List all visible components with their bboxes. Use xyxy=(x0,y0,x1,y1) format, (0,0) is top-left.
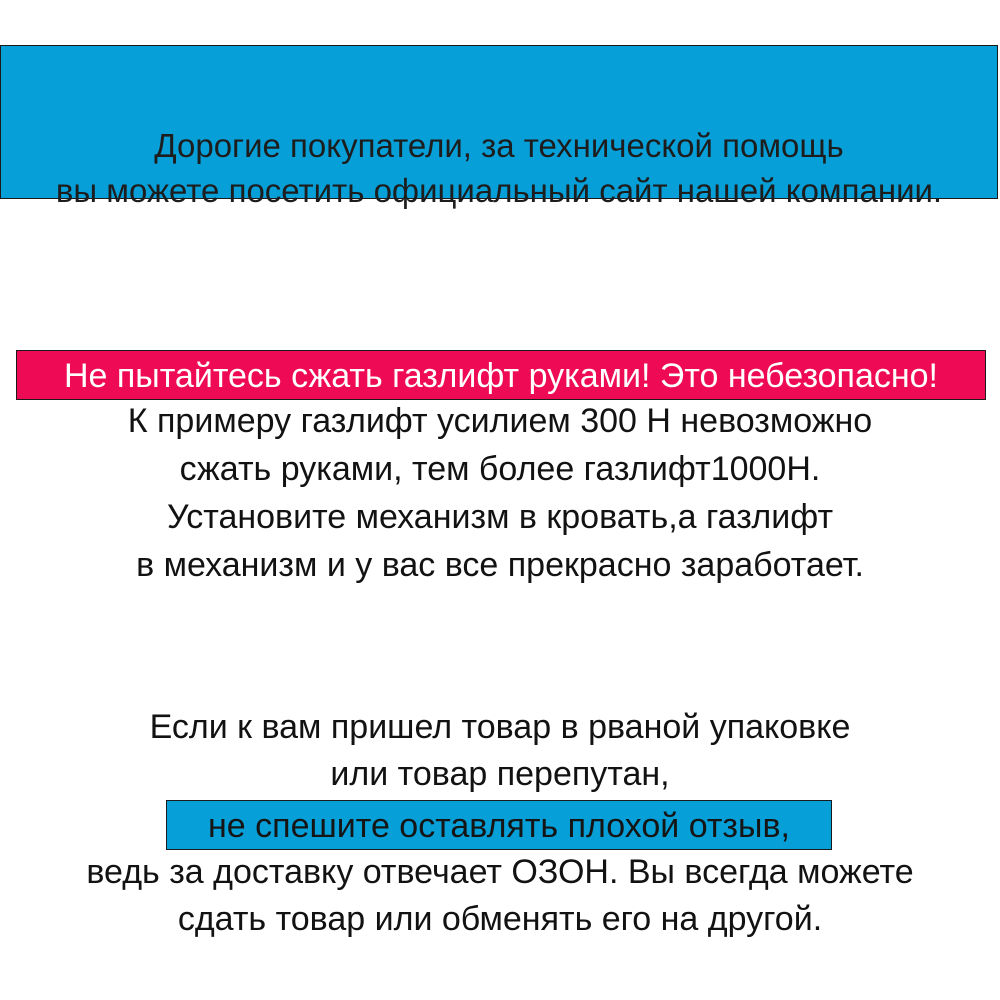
review-highlight-text: не спешите оставлять плохой отзыв, xyxy=(208,807,790,845)
warning-line-2: сжать руками, тем более газлифт1000Н. xyxy=(179,450,821,488)
packaging-line-2: или товар перепутан, xyxy=(330,755,670,793)
support-banner-line-2: вы можете посетить официальный сайт нашей компании. xyxy=(55,172,943,209)
support-banner-line-1: Дорогие покупатели, за технической помощь xyxy=(154,127,844,164)
packaging-line-1: Если к вам пришел товар в рваной упаковке xyxy=(149,708,851,746)
warning-line-1: К примеру газлифт усилием 300 Н невозможно xyxy=(127,402,873,440)
warning-line-4: в механизм и у вас все прекрасно заработает. xyxy=(136,546,864,584)
review-highlight-box xyxy=(166,800,832,850)
warning-headline: Не пытайтесь сжать газлифт руками! Это небезопасно! xyxy=(63,357,939,395)
warning-headline-band xyxy=(16,350,986,400)
warning-line-3: Установите механизм в кровать,а газлифт xyxy=(166,498,834,536)
packaging-line-3: ведь за доставку отвечает ОЗОН. Вы всегда можете xyxy=(86,853,914,891)
support-banner xyxy=(0,45,998,209)
packaging-line-4: сдать товар или обменять его на другой. xyxy=(177,900,823,938)
